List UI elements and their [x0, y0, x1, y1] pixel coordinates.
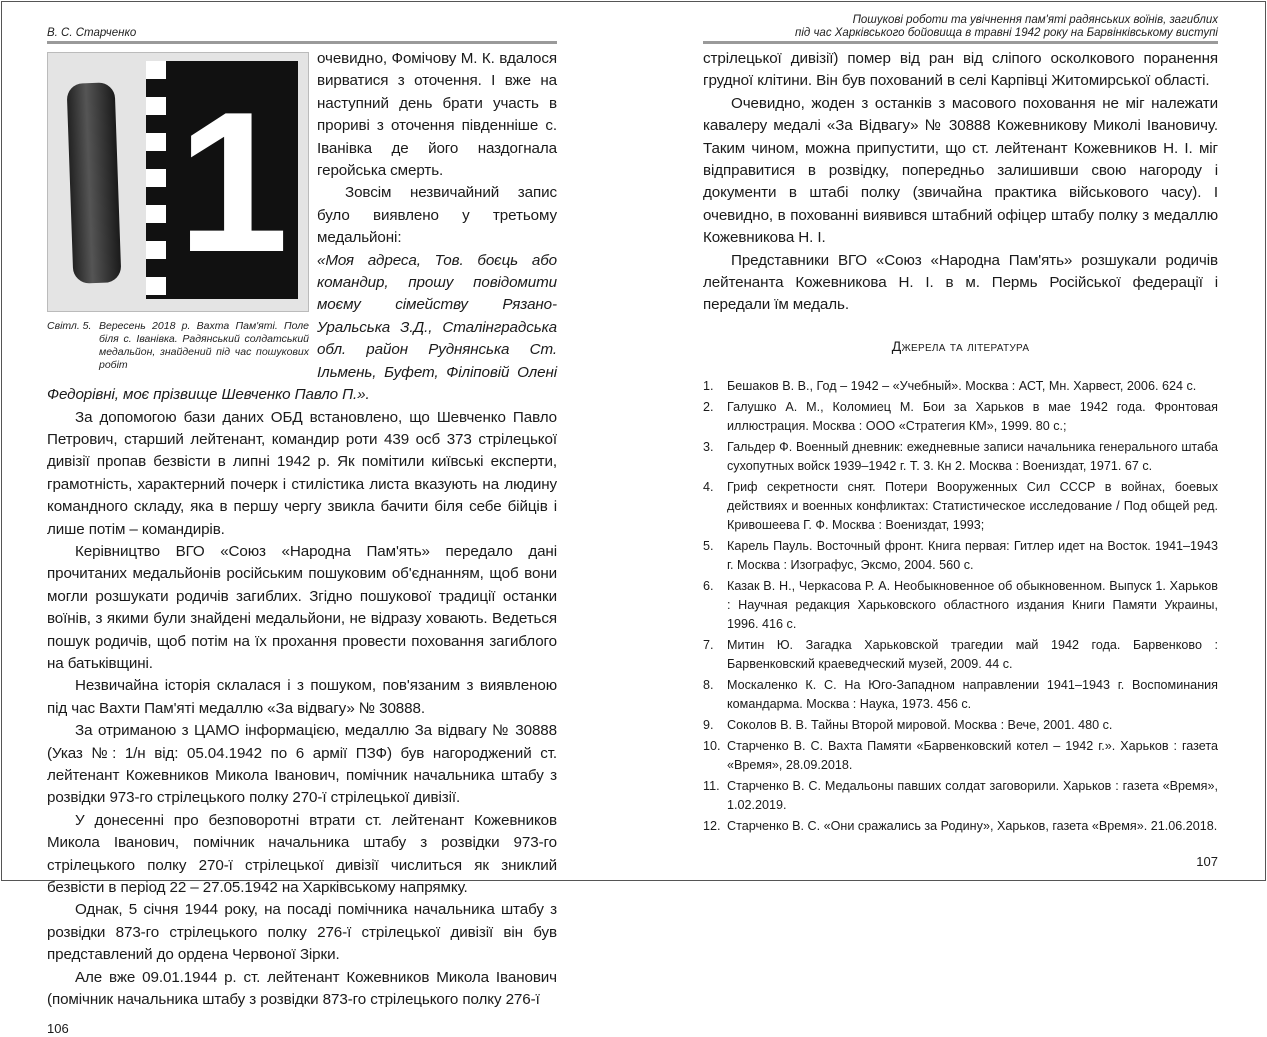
reference-number: 3. [703, 439, 714, 454]
reference-text: Гриф секретности снят. Потери Вооруженных Сил СССР в войнах, боевых действиях и военных конфликтах: Статистическое исследование / Под общей ред. Кривошеева Г. Ф. Москва : Воениздат, 1993; [727, 479, 1218, 532]
reference-text: Галушко А. М., Коломиец М. Бои за Харьков в мае 1942 года. Фронтовая иллюстрация. Москва : ООО «Стратегия КМ», 1999. 80 с.; [727, 399, 1218, 433]
right-body-text [703, 48, 1218, 317]
reference-text: Казак В. Н., Черкасова Р. А. Необыкновенное об обыкновенном. Выпуск 1. Харьков : Научная редакция Харьковского областного издания Книги Памяти Украины, 1996. 416 с. [727, 578, 1218, 631]
reference-item [703, 577, 1218, 634]
page-number: 107 [1196, 854, 1218, 869]
reference-number: 6. [703, 578, 714, 593]
scale-ruler [146, 61, 166, 299]
reference-text: Старченко В. С. Вахта Памяти «Барвенковский котел – 1942 г.». Харьков : газета «Время», 28.09.2018. [727, 738, 1218, 772]
caption-label: Світл. 5. [47, 320, 92, 332]
reference-number: 1. [703, 378, 714, 393]
paragraph: Незвичайна історія склалася і з пошуком, пов'язаним з виявленою під час Вахти Пам'яті медаллю «За відвагу» № 30888. [47, 677, 557, 717]
paragraph: очевидно, Фомічову М. К. вдалося вирватися з оточення. І вже на наступний день брати участь в прориві з оточення південніше с. Іванівка де його наздогнала геройська смерть. [317, 50, 557, 180]
right-page [703, 0, 1218, 870]
reference-item [703, 377, 1218, 396]
left-body-text [47, 48, 557, 1011]
reference-text: Старченко В. С. «Они сражались за Родину», Харьков, газета «Время». 21.06.2018. [727, 818, 1218, 833]
left-page [47, 0, 557, 1037]
reference-item [703, 478, 1218, 535]
reference-text: Гальдер Ф. Военный дневник: ежедневные записи начальника генерального штаба сухопутных войск 1939–1942 г. Т. 3. Кн 2. Москва : Воениздат, 1971. 67 с. [727, 439, 1218, 473]
reference-item [703, 398, 1218, 436]
reference-list [703, 377, 1218, 838]
reference-number: 8. [703, 677, 714, 692]
paragraph: «Моя адреса, Тов. боєць або командир, прошу повідомити моєму сімейству Рязано-Уральська З.Д., Сталінградська обл. район Руднянська Ст. Ільмень, Буфет, Філіповій Олені Федорівні, моє прізвище Шевченко Павло П.». [47, 251, 557, 404]
reference-item [703, 737, 1218, 775]
paragraph: У донесенні про безповоротні втрати ст. лейтенант Кожевников Микола Іванович, помічник начальника штабу з розвідки 973-го стрілецького полку 270-ї стрілецької дивізії числиться як зниклий безвісти в період 22 – 27.05.1942 на Харківському напрямку. [47, 811, 557, 897]
right-paragraphs [703, 48, 1218, 317]
paragraph: Очевидно, жоден з останків з масового поховання не міг належати кавалеру медалі «За Відвагу» № 30888 Кожевникову Миколі Івановичу. Таким чином, можна припустити, що ст. лейтенант Кожевников Н. І. міг відправитися в розвідку, попередньо залишивши свою нагороду і документи в штабі полку (звичайна практика військового часу). І очевидно, в похованні виявився штабний офіцер штабу полку з медаллю Кожевникова Н. І. [703, 94, 1218, 247]
paragraph: Представники ВГО «Союз «Народна Пам'ять» розшукали родичів лейтенанта Кожевникова Н. І. в м. Пермь Російської федерації і передали їм медаль. [703, 251, 1218, 314]
reference-text: Старченко В. С. Медальоны павших солдат заговорили. Харьков : газета «Время», 1.02.2019. [727, 778, 1218, 812]
reference-item [703, 636, 1218, 674]
paragraph: Зовсім незвичайний запис було виявлено у третьому медальйоні: [317, 184, 557, 247]
reference-item [703, 438, 1218, 476]
figure-caption [47, 320, 309, 372]
reference-item [703, 537, 1218, 575]
caption-text: Вересень 2018 р. Вахта Пам'яті. Поле біля с. Іванівка. Радянський солдатський медальйон, знайдений під час пошукових робіт [99, 320, 309, 371]
reference-text: Соколов В. В. Тайны Второй мировой. Москва : Вече, 2001. 480 с. [727, 717, 1113, 732]
paragraph: Однак, 5 січня 1944 року, на посаді помічника начальника штабу з розвідки 873-го стрілецького полку 276-ї стрілецької дивізії він був представлений до ордена Червоної Зірки. [47, 901, 557, 964]
running-header-author: В. С. Старченко [47, 27, 137, 39]
medallion-capsule [67, 82, 122, 284]
paragraph: Керівництво ВГО «Союз «Народна Пам'ять» передало дані прочитаних медальйонів російським пошуковим об'єднанням, щоб вони могли розшукати родичів загиблих. Згідно пошукової традиції останки воїнів, з якими були знайдені медальйони, не відразу ховають. Ведеться пошук родичів, щоб потім на їх прохання провести поховання загиблого на батьківщині. [47, 542, 557, 672]
reference-number: 12. [703, 818, 721, 833]
header-title-line: Пошукові роботи та увічнення пам'яті радянських воїнів, загиблих [852, 14, 1218, 26]
running-header-title [795, 14, 1218, 40]
reference-number: 5. [703, 538, 714, 553]
paragraph: Але вже 09.01.1944 р. ст. лейтенант Кожевников Микола Іванович (помічник начальника штабу з розвідки 873-го стрілецького полку 276-ї [47, 968, 557, 1009]
reference-item [703, 716, 1218, 735]
page-number: 106 [47, 1021, 69, 1037]
reference-text: Москаленко К. С. На Юго-Западном направлении 1941–1943 г. Воспоминания командарма. Москва : Наука, 1973. 456 с. [727, 677, 1218, 711]
paragraph: стрілецької дивізії) помер від ран від сліпого осколкового поранення грудної клітини. Він був похований в селі Карпівці Житомирської області. [703, 50, 1218, 90]
reference-number: 11. [703, 778, 720, 793]
reference-number: 2. [703, 399, 714, 414]
reference-number: 9. [703, 717, 714, 732]
reference-item [703, 777, 1218, 815]
evidence-number: 1 [177, 71, 289, 294]
sources-heading: Джерела та література [891, 337, 1030, 354]
reference-number: 4. [703, 479, 714, 494]
reference-text: Бешаков В. В., Год – 1942 – «Учебный». Москва : АСТ, Мн. Харвест, 2006. 624 с. [727, 378, 1197, 393]
reference-text: Карель Пауль. Восточный фронт. Книга первая: Гитлер идет на Восток. 1941–1943 г. Москва : Изографус, Эксмо, 2004. 560 с. [727, 538, 1218, 572]
reference-item [703, 817, 1218, 836]
reference-number: 10. [703, 738, 721, 753]
figure [47, 52, 309, 372]
reference-item [703, 676, 1218, 714]
reference-number: 7. [703, 637, 714, 652]
header-title-line: під час Харківського бойовища в травні 1942 року на Барвінківському виступі [795, 27, 1218, 39]
paragraph: За отриманою з ЦАМО інформацією, медаллю За відвагу № 30888 (Указ №: 1/н від: 05.04.1942 по 6 армії ПЗФ) був нагороджений ст. лейтенант Кожевников Микола Іванович, помічник начальника штабу з розвідки 973-го стрілецького полку 270-ї стрілецької дивізії. [47, 722, 557, 807]
reference-text: Митин Ю. Загадка Харьковской трагедии май 1942 года. Барвенково : Барвенковский краеведческий музей, 2009. 44 с. [727, 637, 1218, 671]
header-rule [703, 41, 1218, 44]
medallion-photo [47, 52, 309, 312]
header-rule [47, 41, 557, 44]
paragraph: За допомогою бази даних ОБД встановлено, що Шевченко Павло Петрович, старший лейтенант, командир роти 439 осб 373 стрілецької дивізії пропав безвісти в липні 1942 р. Як помітили київські експерти, грамотність, характерний почерк і стилістика листа вказують на людину командного складу, яка в першу чергу звикла бачити біля себе бійців і лише потім – командирів. [47, 408, 557, 538]
